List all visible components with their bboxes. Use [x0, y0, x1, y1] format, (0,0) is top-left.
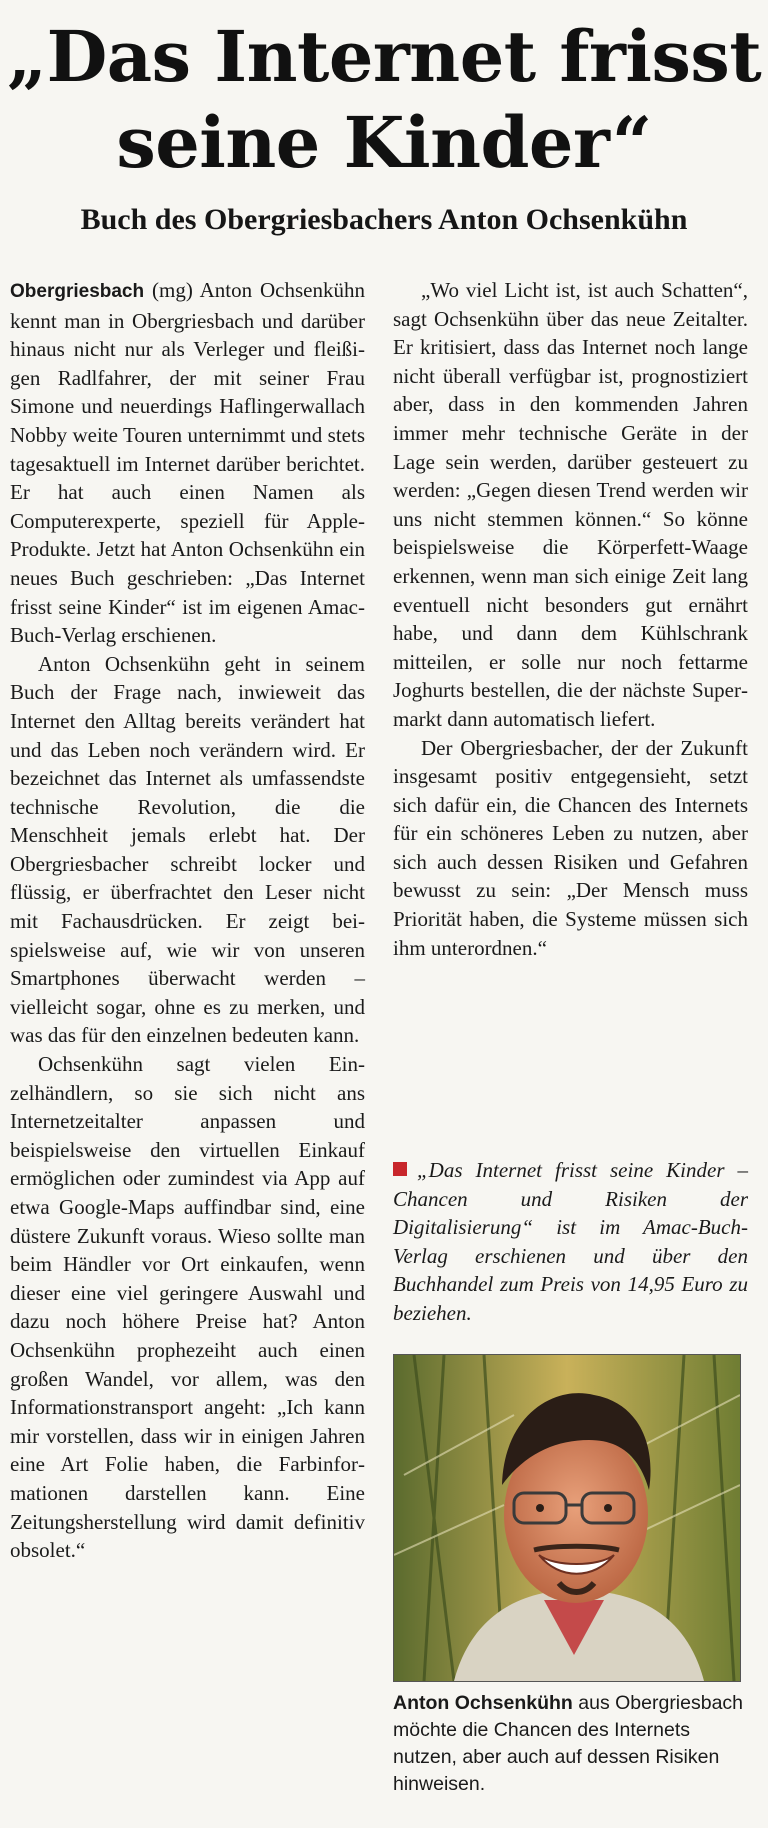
paragraph-2: Anton Ochsenkühn geht in seinem Buch der Frage nach, inwieweit das Internet den Alltag bereits verändert hat und das Leben noch verändern wird. Er bezeichnet das Internet als umfassendste technische Revolution, die die Menschheit jemals erlebt hat. Der Obergriesbacher schreibt locker und flüssig, er überfrachtet den Leser nicht mit Fachausdrücken. Er zeigt beispielsweise auf, wie wir von unseren Smartphones überwacht werden – vielleicht sogar, ohne es zu merken, und was das für den einzelnen bedeuten kann.	[10, 651, 365, 1048]
article-column-right	[393, 276, 748, 962]
book-info-box	[393, 1156, 748, 1328]
caption-name: Anton Ochsenkühn	[393, 1692, 573, 1714]
dateline: Obergriesbach	[10, 281, 145, 302]
headline-line-1: „Das Internet frisst	[6, 15, 762, 98]
red-square-bullet-icon	[393, 1162, 407, 1176]
caption-text: aus Obergriesbach möchte die Chancen des Internets nutzen, aber auch auf dessen Risiken hinweisen.	[393, 1692, 744, 1795]
article-column-left	[10, 276, 365, 1565]
paragraph-4: „Wo viel Licht ist, ist auch Schatten“, sagt Ochsenkühn über das neue Zeitalter. Er kritisiert, dass das Internet noch lange nicht überall verfügbar ist, prognostiziert aber, dass in den kommenden Jahren immer mehr technische Geräte in der Lage sein werden, darüber gesteuert zu werden: „Gegen diesen Trend werden wir uns nicht stemmen können.“ So könne beispielsweise die Körperfett-Waage erkennen, wenn man sich einige Zeit lang eventuell nicht besonders gut ernährt habe, und dann dem Kühlschrank mitteilen, er solle nur noch fettarme Joghurts bestellen, die der nächste Supermarkt dann automatisch liefert.	[393, 278, 748, 731]
paragraph-1-text: (mg) Anton Ochsenkühn kennt man in Obergriesbach und darüber hinaus nicht nur als Verleger und fleißigen Radlfahrer, der mit seiner Frau Simone und neuerdings Haflingerwallach Nobby weite Touren unternimmt und stets tagesaktuell im Internet darüber berichtet. Er hat auch einen Namen als Computerexperte, speziell für Apple-Produkte. Jetzt hat Anton Ochsenkühn ein neues Buch geschrieben: „Das Internet frisst seine Kinder“ ist im eigenen Amac-Buch-Verlag erschienen.	[10, 278, 365, 648]
book-info-text: „Das Internet frisst seine Kinder – Chancen und Risiken der Digitalisierung“ ist im Amac-Buch-Verlag erschienen und über den Buchhandel zum Preis von 14,95 Euro zu beziehen.	[393, 1158, 748, 1325]
paragraph-5: Der Obergriesbacher, der der Zukunft insgesamt positiv entgegensieht, setzt sich dafür ein, die Chancen des Internets für ein schöneres Leben zu nutzen, aber sich auch dessen Risiken und Gefahren bewusst zu sein: „Der Mensch muss Priorität haben, die Systeme müssen sich ihm unterordnen.“	[393, 735, 748, 960]
portrait-illustration	[394, 1355, 740, 1681]
photo-caption	[393, 1690, 748, 1798]
subheadline: Buch des Obergriesbachers Anton Ochsenkühn	[80, 203, 688, 236]
paragraph-3: Ochsenkühn sagt vielen Einzelhändlern, so sie sich nicht ans Internetzeitalter anpassen und beispielsweise den virtuellen Einkauf ermöglichen oder zumindest via App auf etwa Google-Maps auffindbar sind, eine düstere Zukunft voraus. Wieso sollte man beim Händler vor Ort einkaufen, wenn dieser eine viel geringere Auswahl und dazu noch höhere Preise hat? Anton Ochsenkühn prophezeiht auch einen großen Wandel, vor allem, was den Informationstransport angeht: „Ich kann mir vorstellen, dass wir in einigen Jahren eine Art Folie haben, die Farbinformationen darstellen kann. Eine Zeitungsherstellung wird damit definitiv obsolet.“	[10, 1052, 365, 1563]
headline	[0, 14, 768, 186]
portrait-photo	[393, 1354, 741, 1682]
headline-line-2: seine Kinder“	[116, 101, 652, 184]
paragraph-1	[10, 276, 365, 650]
